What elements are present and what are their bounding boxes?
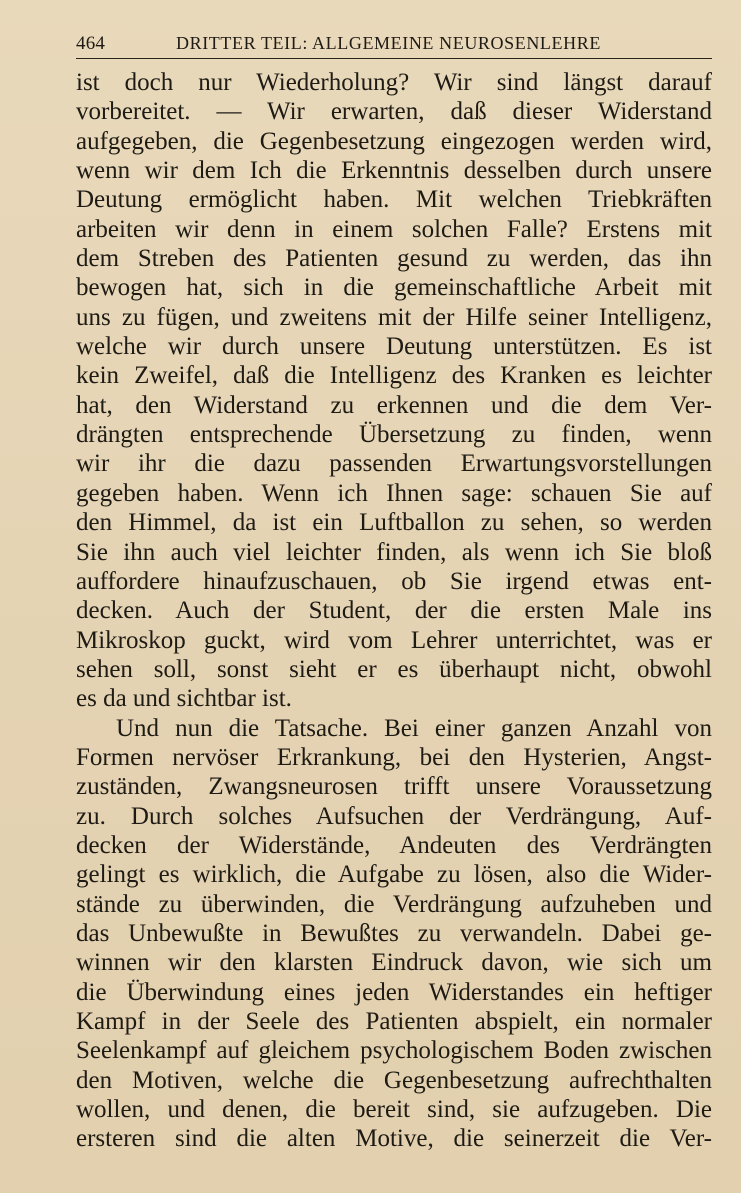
paragraph-2: [76, 714, 712, 1154]
text-line: die Überwindung eines jeden Widerstandes ein heftiger: [76, 978, 712, 1006]
text-line: uns zu fügen, und zweitens mit der Hilfe seiner Intelligenz,: [76, 303, 712, 331]
text-line: wir ihr die dazu passenden Erwartungsvorstellungen: [76, 450, 712, 478]
text-line: zuständen, Zwangsneurosen trifft unsere Voraussetzung: [76, 773, 712, 801]
body-text: [76, 68, 712, 1154]
text-line: Seelenkampf auf gleichem psychologischem Boden zwischen: [76, 1037, 712, 1065]
text-line: wollen, und denen, die bereit sind, sie aufzugeben. Die: [76, 1096, 712, 1124]
text-line: stände zu überwinden, die Verdrängung aufzuheben und: [76, 890, 712, 918]
text-line: gegeben haben. Wenn ich Ihnen sage: schauen Sie auf: [76, 479, 712, 507]
text-line: decken. Auch der Student, der die ersten Male ins: [76, 597, 712, 625]
text-line: aufgegeben, die Gegenbesetzung eingezogen werden wird,: [76, 127, 712, 155]
text-line: es da und sichtbar ist.: [76, 685, 292, 713]
text-line: hat, den Widerstand zu erkennen und die dem Ver-: [76, 391, 712, 419]
text-line: zu. Durch solches Aufsuchen der Verdrängung, Auf-: [76, 802, 712, 830]
text-line: den Motiven, welche die Gegenbesetzung aufrechthalten: [76, 1066, 712, 1094]
text-line: das Unbewußte in Bewußtes zu verwandeln. Dabei ge-: [76, 919, 712, 947]
text-line: sehen soll, sonst sieht er es überhaupt nicht, obwohl: [76, 655, 712, 683]
paragraph-1: [76, 68, 712, 714]
text-line: ist doch nur Wiederholung? Wir sind längst darauf: [76, 69, 712, 96]
text-line: Kampf in der Seele des Patienten abspielt, ein normaler: [76, 1008, 712, 1035]
text-line: Sie ihn auch viel leichter finden, als wenn ich Sie bloß: [76, 538, 712, 566]
text-line: Formen nervöser Erkrankung, bei den Hysterien, Angst-: [76, 743, 712, 771]
text-line: bewogen hat, sich in die gemeinschaftliche Arbeit mit: [76, 274, 712, 302]
text-line: Mikroskop guckt, wird vom Lehrer unterrichtet, was er: [76, 626, 712, 654]
text-line: wenn wir dem Ich die Erkenntnis desselben durch unsere: [76, 157, 712, 185]
text-line: decken der Widerstände, Andeuten des Verdrängten: [76, 831, 712, 859]
text-line: arbeiten wir denn in einem solchen Falle? Erstens mit: [76, 215, 712, 243]
page-number: 464: [76, 33, 106, 54]
text-line: vorbereitet. — Wir erwarten, daß dieser Widerstand: [76, 98, 712, 126]
text-line: kein Zweifel, daß die Intelligenz des Kranken es leichter: [76, 362, 712, 390]
text-line: den Himmel, da ist ein Luftballon zu sehen, so werden: [76, 509, 712, 537]
text-line: ersteren sind die alten Motive, die seinerzeit die Ver-: [76, 1125, 712, 1153]
running-head-title: DRITTER TEIL: ALLGEMEINE NEUROSENLEHRE: [176, 33, 601, 53]
text-line: Und nun die Tatsache. Bei einer ganzen Anzahl von: [116, 714, 712, 742]
running-head: [76, 30, 712, 59]
text-line: drängten entsprechende Übersetzung zu finden, wenn: [76, 421, 712, 449]
text-line: winnen wir den klarsten Eindruck davon, wie sich um: [76, 949, 712, 977]
text-line: dem Streben des Patienten gesund zu werden, das ihn: [76, 245, 712, 273]
text-line: welche wir durch unsere Deutung unterstützen. Es ist: [76, 333, 712, 361]
text-line: Deutung ermöglicht haben. Mit welchen Triebkräften: [76, 186, 712, 214]
text-line: auffordere hinaufzuschauen, ob Sie irgend etwas ent-: [76, 567, 712, 595]
text-line: gelingt es wirklich, die Aufgabe zu lösen, also die Wider-: [76, 861, 712, 889]
